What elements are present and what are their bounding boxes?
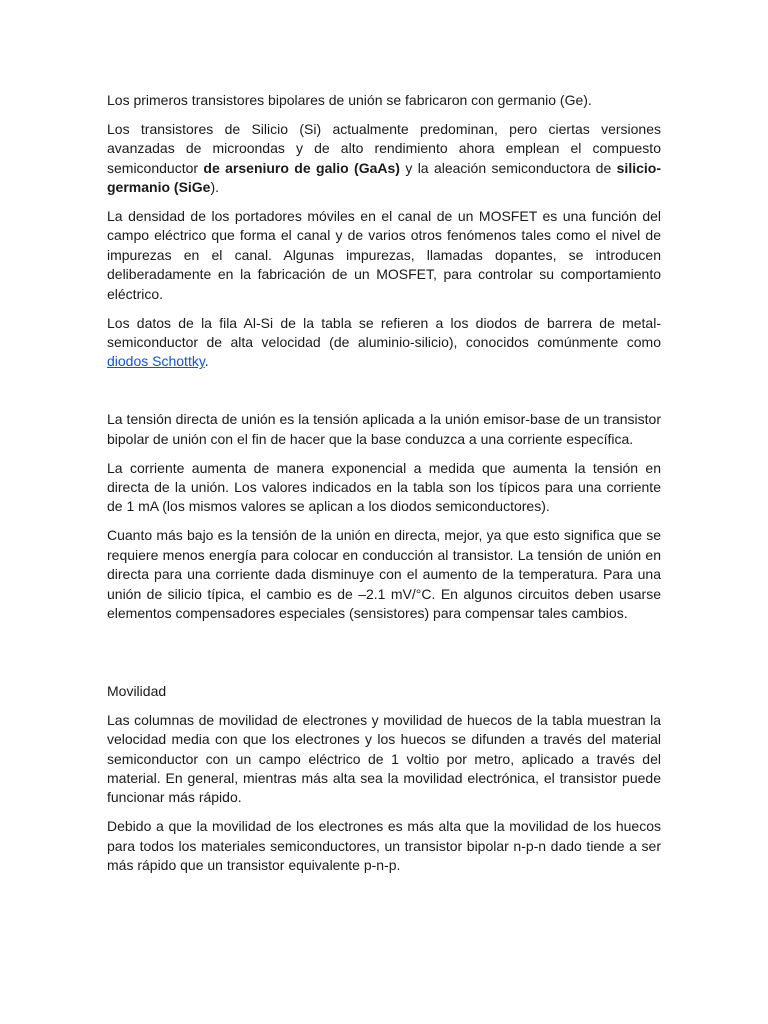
- paragraph-germanio: Los primeros transistores bipolares de unión se fabricaron con germanio (Ge).: [107, 92, 592, 108]
- paragraph-tension-directa: La tensión directa de unión es la tensión aplicada a la unión emisor-base de un transistor bipolar de unión con el fin de hacer que la base conduzca a una corriente específica.: [107, 411, 661, 447]
- document-page: [107, 91, 661, 885]
- heading-movilidad: Movilidad: [107, 682, 167, 699]
- bold-text-gaas: de arseniuro de galio (GaAs): [203, 159, 400, 176]
- paragraph-silicio: [107, 120, 661, 198]
- paragraph-mosfet: La densidad de los portadores móviles en el canal de un MOSFET es una función del campo eléctrico que forma el canal y de varios otros fenómenos tales como el nivel de impurezas en el canal. Algunas impurezas, llamadas dopantes, se introducen deliberadamente en la fabricación de un MOSFET, para controlar su comportamiento eléctrico.: [107, 208, 661, 302]
- paragraph-al-si: [107, 314, 661, 372]
- link-diodos-schottky[interactable]: diodos Schottky: [107, 353, 205, 370]
- paragraph-tension-union: Cuanto más bajo es la tensión de la unión en directa, mejor, ya que esto significa que se requiere menos energía para colocar en conducción al transistor. La tensión de unión en directa para una corriente dada disminuye con el aumento de la temperatura. Para una unión de silicio típica, el cambio es de –2.1 mV/°C. En algunos circuitos deben usarse elementos compensadores especiales (sensistores) para compensar tales cambios.: [107, 527, 661, 621]
- paragraph-corriente: La corriente aumenta de manera exponencial a medida que aumenta la tensión en directa de la unión. Los valores indicados en la tabla son los típicos para una corriente de 1 mA (los mismos valores se aplican a los diodos semiconductores).: [107, 459, 661, 515]
- paragraph-text: ).: [210, 179, 220, 196]
- paragraph-text: Los datos de la fila Al-Si de la tabla se refieren a los diodos de barrera de metal-semiconductor de alta velocidad (de aluminio-silicio), conocidos comúnmente como: [107, 314, 661, 350]
- paragraph-text: .: [204, 353, 209, 370]
- paragraph-text: y la aleación semiconductora de: [399, 159, 617, 176]
- paragraph-movilidad-columnas: Las columnas de movilidad de electrones y movilidad de huecos de la tabla muestran la velocidad media con que los electrones y los huecos se difunden a través del material semiconductor con un campo eléctrico de 1 voltio por metro, aplicado a través del material. En general, mientras más alta sea la movilidad electrónica, el transistor puede funcionar más rápido.: [107, 711, 661, 806]
- bold-text-sige: silicio-germanio (SiGe: [107, 159, 661, 196]
- paragraph-text: Los transistores de Silicio (Si) actualmente predominan, pero ciertas versiones avanzadas de microondas y de alto rendimiento ahora emplean el compuesto semiconductor: [107, 120, 661, 176]
- blank-space: [107, 381, 661, 410]
- paragraph-movilidad-electrones: Debido a que la movilidad de los electrones es más alta que la movilidad de los huecos para todos los materiales semiconductores, un transistor bipolar n-p-n dado tiende a ser más rápido que un transistor equivalente p-n-p.: [107, 818, 661, 874]
- blank-space: [107, 633, 661, 682]
